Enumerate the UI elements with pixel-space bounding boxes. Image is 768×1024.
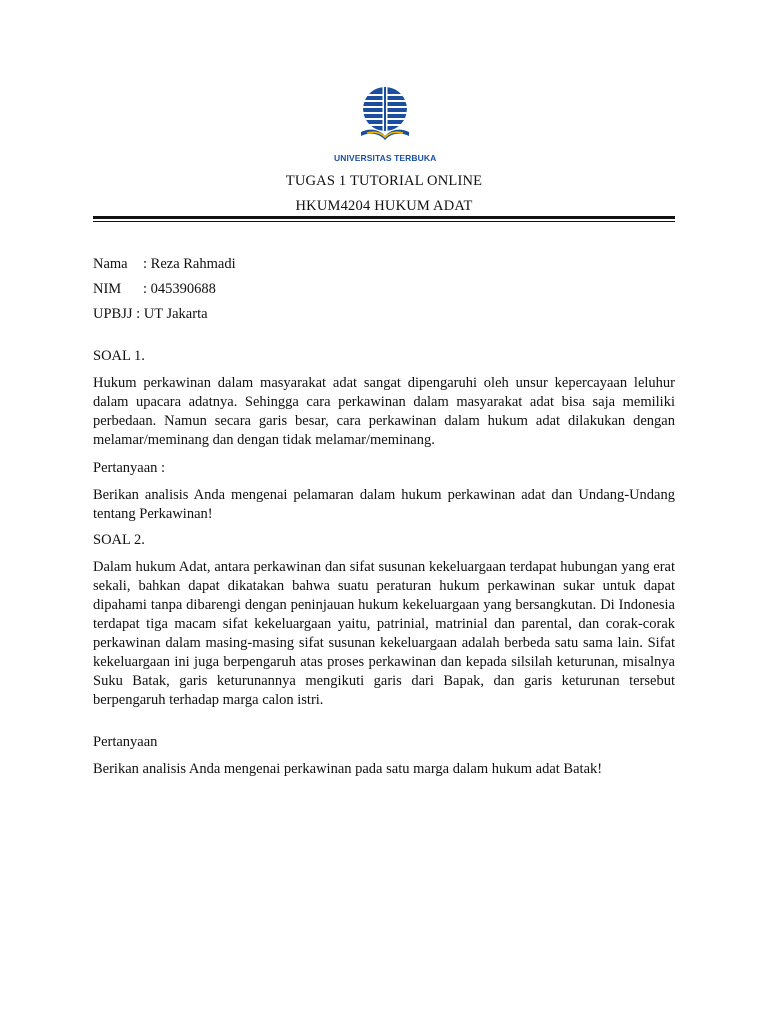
upbjj-value: : UT Jakarta <box>136 306 208 322</box>
university-logo <box>334 86 436 166</box>
name-value: : Reza Rahmadi <box>143 256 236 272</box>
student-name-row <box>93 256 236 273</box>
soal1-text: Hukum perkawinan dalam masyarakat adat sangat dipengaruhi oleh unsur kepercayaan leluhur dalam upacara adatnya. Sehingga cara perkawinan dalam masyarakat adat bisa saja memiliki perbedaan. Namun secara garis besar, cara perkawinan dalam hukum adat dilakukan dengan melamar/meminang dan dengan tidak melamar/meminang. <box>93 375 675 448</box>
soal1-question: Berikan analisis Anda mengenai pelamaran dalam hukum perkawinan adat dan Undang-Undang tentang Perkawinan! <box>93 487 675 522</box>
globe-book-icon <box>355 86 415 152</box>
soal2-heading: SOAL 2. <box>93 532 145 548</box>
header-divider-thick <box>93 216 675 219</box>
nim-label: NIM <box>93 281 122 297</box>
course-title: HKUM4204 HUKUM ADAT <box>295 198 473 214</box>
name-label: Nama <box>93 256 128 272</box>
logo-caption: UNIVERSITAS TERBUKA <box>334 153 437 163</box>
upbjj-label: UPBJJ <box>93 306 133 322</box>
document-title: TUGAS 1 TUTORIAL ONLINE <box>285 173 483 189</box>
soal2-question: Berikan analisis Anda mengenai perkawinan pada satu marga dalam hukum adat Batak! <box>93 761 603 777</box>
student-nim-row <box>93 281 216 298</box>
student-upbjj-row <box>93 306 208 323</box>
soal2-text: Dalam hukum Adat, antara perkawinan dan sifat susunan kekeluargaan terdapat hubungan yang erat sekali, bahkan dapat dikatakan bahwa suatu peraturan hukum perkawinan sukar untuk dapat dipahami tanpa dibarengi dengan peninjauan hukum kekeluargaan yang bersangkutan. Di Indonesia terdapat tiga macam sifat kekeluargaan yaitu, patrinial, matrinial dan parental, dan corak-corak perkawinan dalam masing-masing sifat susunan kekeluargaan adalah berbeda satu sama lain. Sifat kekeluargaan ini juga berpengaruh atas proses perkawinan dan kepada silsilah keturunan, misalnya Suku Batak, garis keturunannya mengikuti garis dari Bapak, dan garis keturunan tersebut berpengaruh terhadap marga calon istri. <box>93 559 675 708</box>
soal1-heading: SOAL 1. <box>93 348 145 364</box>
soal1-question-label: Pertanyaan : <box>93 460 166 476</box>
nim-value: : 045390688 <box>143 281 216 297</box>
soal2-question-label: Pertanyaan <box>93 734 158 750</box>
header-divider-thin <box>93 221 675 222</box>
